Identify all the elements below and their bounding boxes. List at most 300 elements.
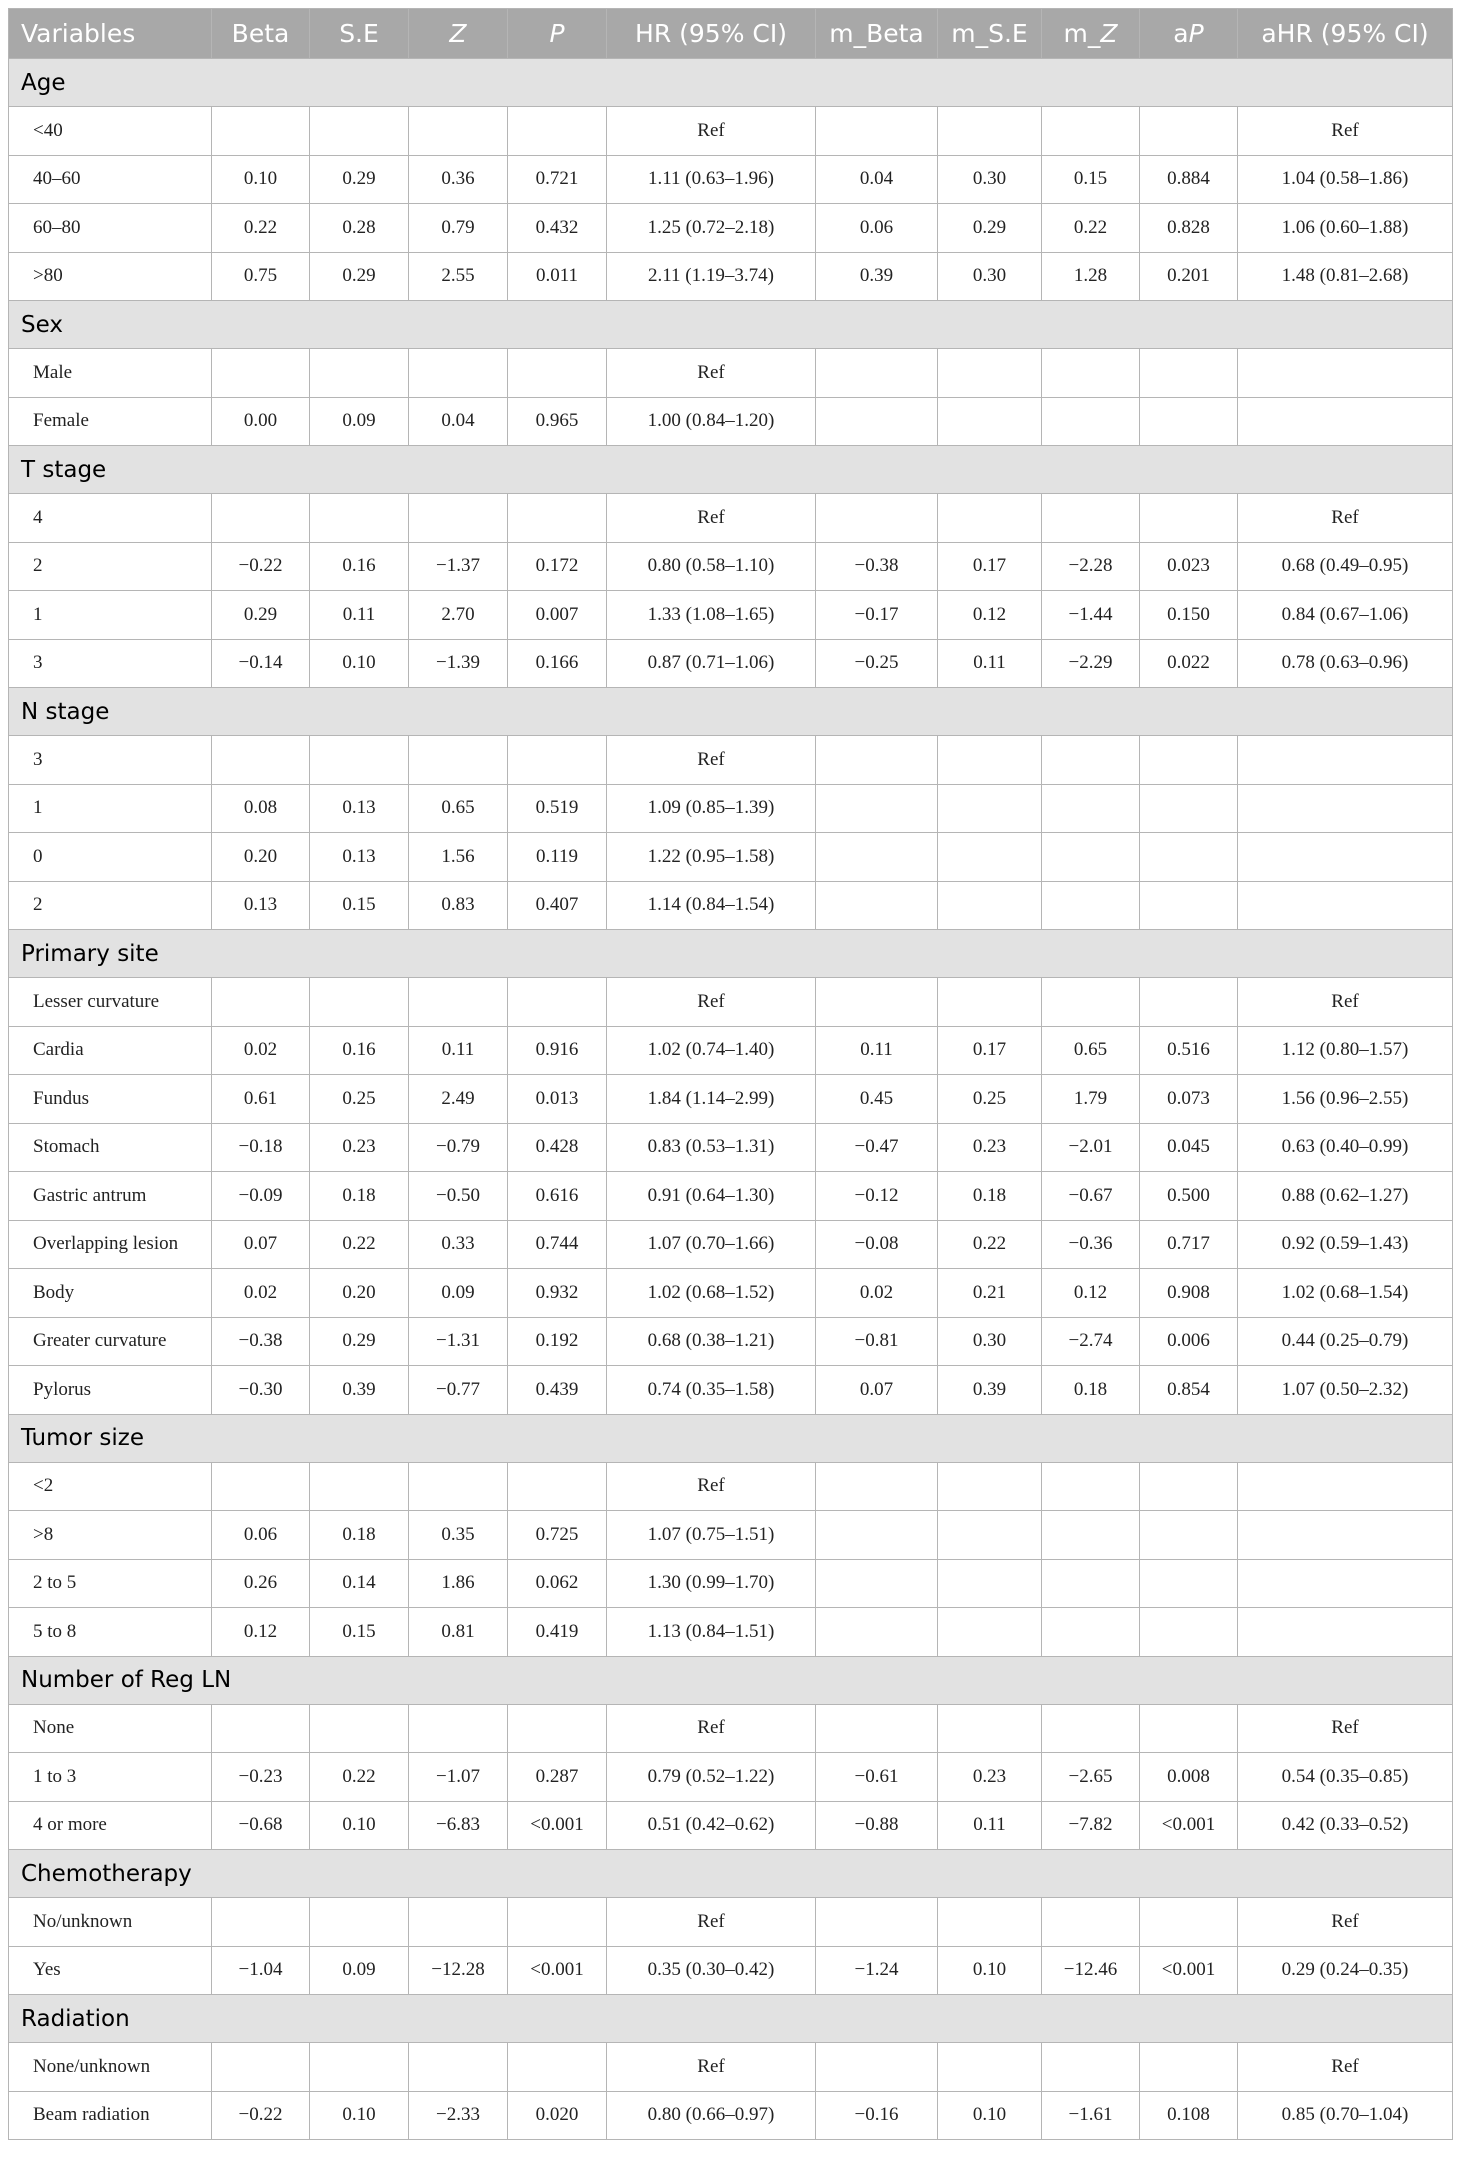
table-cell: 0.11 bbox=[310, 591, 409, 640]
group-label: Sex bbox=[9, 301, 1453, 349]
table-cell bbox=[409, 494, 508, 543]
table-row bbox=[9, 1559, 1453, 1608]
table-cell: −2.29 bbox=[1042, 639, 1140, 688]
table-cell: 0.25 bbox=[310, 1075, 409, 1124]
table-cell: −1.04 bbox=[212, 1946, 310, 1995]
table-cell bbox=[212, 1898, 310, 1947]
group-label: Age bbox=[9, 59, 1453, 107]
table-cell: 0.062 bbox=[508, 1559, 607, 1608]
table-cell: −0.68 bbox=[212, 1801, 310, 1850]
table-cell: −2.33 bbox=[409, 2091, 508, 2140]
table-cell bbox=[1238, 736, 1453, 785]
table-cell: −2.65 bbox=[1042, 1753, 1140, 1802]
table-cell: 0.965 bbox=[508, 397, 607, 446]
table-cell: −0.17 bbox=[816, 591, 938, 640]
table-cell bbox=[938, 881, 1042, 930]
table-cell bbox=[816, 1898, 938, 1947]
table-cell: 0.02 bbox=[816, 1269, 938, 1318]
table-cell: 0.22 bbox=[1042, 204, 1140, 253]
table-cell: 0.201 bbox=[1140, 252, 1238, 301]
table-cell: 0.92 (0.59–1.43) bbox=[1238, 1220, 1453, 1269]
table-cell: 0.87 (0.71–1.06) bbox=[607, 639, 816, 688]
table-cell: 1.48 (0.81–2.68) bbox=[1238, 252, 1453, 301]
table-cell: 2 bbox=[9, 881, 212, 930]
table-cell bbox=[816, 1704, 938, 1753]
table-cell bbox=[310, 978, 409, 1027]
table-cell: 0.09 bbox=[310, 397, 409, 446]
table-cell: Ref bbox=[1238, 107, 1453, 156]
table-cell bbox=[1238, 833, 1453, 882]
table-cell: 0.63 (0.40–0.99) bbox=[1238, 1123, 1453, 1172]
table-cell: 0.06 bbox=[212, 1511, 310, 1560]
table-cell bbox=[1042, 784, 1140, 833]
column-header-label: m_ bbox=[1063, 19, 1101, 48]
table-cell bbox=[938, 1511, 1042, 1560]
table-cell bbox=[508, 1462, 607, 1511]
table-cell: −0.38 bbox=[212, 1317, 310, 1366]
table-cell: 0.20 bbox=[310, 1269, 409, 1318]
table-cell: 0.16 bbox=[310, 1026, 409, 1075]
table-cell: 0.07 bbox=[816, 1366, 938, 1415]
table-cell: −2.01 bbox=[1042, 1123, 1140, 1172]
table-cell: 4 bbox=[9, 494, 212, 543]
table-row bbox=[9, 639, 1453, 688]
table-cell: 0.30 bbox=[938, 252, 1042, 301]
table-cell: −0.16 bbox=[816, 2091, 938, 2140]
table-cell: 0.12 bbox=[1042, 1269, 1140, 1318]
table-cell bbox=[212, 978, 310, 1027]
table-row bbox=[9, 494, 1453, 543]
table-cell: −2.28 bbox=[1042, 542, 1140, 591]
table-cell: 0.045 bbox=[1140, 1123, 1238, 1172]
table-cell: 1.07 (0.50–2.32) bbox=[1238, 1366, 1453, 1415]
table-cell bbox=[409, 978, 508, 1027]
table-cell: Ref bbox=[607, 1704, 816, 1753]
table-cell bbox=[938, 978, 1042, 1027]
table-row bbox=[9, 1511, 1453, 1560]
column-header bbox=[607, 9, 816, 59]
table-cell bbox=[409, 1704, 508, 1753]
table-cell: 0.39 bbox=[310, 1366, 409, 1415]
table-cell: 0.008 bbox=[1140, 1753, 1238, 1802]
table-cell bbox=[938, 1608, 1042, 1657]
column-header-label: HR (95% CI) bbox=[635, 19, 787, 48]
table-cell: 0.68 (0.38–1.21) bbox=[607, 1317, 816, 1366]
table-cell: −1.37 bbox=[409, 542, 508, 591]
column-header bbox=[9, 9, 212, 59]
table-cell: 0.07 bbox=[212, 1220, 310, 1269]
table-cell: 0.30 bbox=[938, 1317, 1042, 1366]
table-cell: 0.36 bbox=[409, 155, 508, 204]
table-cell: −1.31 bbox=[409, 1317, 508, 1366]
table-cell: −0.30 bbox=[212, 1366, 310, 1415]
table-cell: −7.82 bbox=[1042, 1801, 1140, 1850]
table-cell bbox=[1238, 784, 1453, 833]
column-header-italic: Z bbox=[449, 19, 467, 48]
table-cell: 0.68 (0.49–0.95) bbox=[1238, 542, 1453, 591]
column-header-label: m_S.E bbox=[951, 19, 1028, 48]
table-cell: 2.70 bbox=[409, 591, 508, 640]
table-header bbox=[9, 9, 1453, 59]
table-cell: Beam radiation bbox=[9, 2091, 212, 2140]
table-cell: 0.29 bbox=[310, 252, 409, 301]
table-cell bbox=[816, 397, 938, 446]
table-cell: 0.725 bbox=[508, 1511, 607, 1560]
table-cell: 0.00 bbox=[212, 397, 310, 446]
table-cell: 0.13 bbox=[212, 881, 310, 930]
table-cell: 0.22 bbox=[212, 204, 310, 253]
column-header-label: Variables bbox=[21, 19, 136, 48]
table-cell bbox=[1140, 736, 1238, 785]
table-cell: Ref bbox=[607, 978, 816, 1027]
table-cell: None/unknown bbox=[9, 2043, 212, 2092]
group-row bbox=[9, 688, 1453, 736]
table-cell bbox=[508, 349, 607, 398]
table-row bbox=[9, 1801, 1453, 1850]
table-cell: 0.884 bbox=[1140, 155, 1238, 204]
table-cell bbox=[310, 349, 409, 398]
table-cell: 0.91 (0.64–1.30) bbox=[607, 1172, 816, 1221]
table-cell: 0.42 (0.33–0.52) bbox=[1238, 1801, 1453, 1850]
table-body bbox=[9, 59, 1453, 2140]
table-cell bbox=[1042, 881, 1140, 930]
table-cell: −0.38 bbox=[816, 542, 938, 591]
table-cell: −0.67 bbox=[1042, 1172, 1140, 1221]
table-cell bbox=[508, 1704, 607, 1753]
table-cell: 0.29 (0.24–0.35) bbox=[1238, 1946, 1453, 1995]
table-cell: Fundus bbox=[9, 1075, 212, 1124]
table-cell bbox=[1140, 1608, 1238, 1657]
table-cell bbox=[816, 494, 938, 543]
table-cell: 0.29 bbox=[310, 155, 409, 204]
table-cell bbox=[310, 736, 409, 785]
table-cell: 1.22 (0.95–1.58) bbox=[607, 833, 816, 882]
table-cell: 0.23 bbox=[310, 1123, 409, 1172]
table-cell: 0.013 bbox=[508, 1075, 607, 1124]
group-label: T stage bbox=[9, 446, 1453, 494]
table-cell bbox=[938, 397, 1042, 446]
table-cell: 2 to 5 bbox=[9, 1559, 212, 1608]
table-cell: 0.023 bbox=[1140, 542, 1238, 591]
table-cell bbox=[816, 784, 938, 833]
table-cell: 0.29 bbox=[310, 1317, 409, 1366]
table-cell: 0.007 bbox=[508, 591, 607, 640]
table-cell bbox=[409, 1898, 508, 1947]
group-label: Tumor size bbox=[9, 1414, 1453, 1462]
table-cell bbox=[1042, 833, 1140, 882]
table-cell bbox=[1042, 107, 1140, 156]
table-cell bbox=[938, 1462, 1042, 1511]
column-header bbox=[938, 9, 1042, 59]
column-header bbox=[409, 9, 508, 59]
table-cell: 0.26 bbox=[212, 1559, 310, 1608]
table-cell: 0.11 bbox=[409, 1026, 508, 1075]
table-cell: Ref bbox=[607, 1462, 816, 1511]
table-cell: 4 or more bbox=[9, 1801, 212, 1850]
table-cell bbox=[409, 349, 508, 398]
table-cell bbox=[409, 736, 508, 785]
table-cell: 0.407 bbox=[508, 881, 607, 930]
table-cell bbox=[409, 2043, 508, 2092]
table-cell: 0.119 bbox=[508, 833, 607, 882]
group-row bbox=[9, 301, 1453, 349]
table-cell: 2.49 bbox=[409, 1075, 508, 1124]
table-cell: 0.12 bbox=[212, 1608, 310, 1657]
table-cell: 0.11 bbox=[816, 1026, 938, 1075]
table-cell: Ref bbox=[607, 107, 816, 156]
table-row bbox=[9, 1075, 1453, 1124]
table-cell: 0.35 (0.30–0.42) bbox=[607, 1946, 816, 1995]
table-row bbox=[9, 349, 1453, 398]
table-cell: 1.09 (0.85–1.39) bbox=[607, 784, 816, 833]
table-cell: 0.65 bbox=[409, 784, 508, 833]
table-cell: 1.02 (0.74–1.40) bbox=[607, 1026, 816, 1075]
table-cell: 0 bbox=[9, 833, 212, 882]
table-cell: 0.17 bbox=[938, 542, 1042, 591]
table-cell: 0.744 bbox=[508, 1220, 607, 1269]
table-cell: 0.10 bbox=[310, 2091, 409, 2140]
table-row bbox=[9, 1026, 1453, 1075]
table-cell: 0.18 bbox=[310, 1511, 409, 1560]
table-row bbox=[9, 2043, 1453, 2092]
table-row bbox=[9, 881, 1453, 930]
group-row bbox=[9, 930, 1453, 978]
table-cell bbox=[1238, 1511, 1453, 1560]
table-cell: 0.81 bbox=[409, 1608, 508, 1657]
table-cell bbox=[816, 1511, 938, 1560]
group-row bbox=[9, 59, 1453, 107]
table-cell: 0.23 bbox=[938, 1123, 1042, 1172]
table-cell bbox=[1042, 349, 1140, 398]
table-cell bbox=[816, 1462, 938, 1511]
table-cell: 0.29 bbox=[212, 591, 310, 640]
table-row bbox=[9, 1220, 1453, 1269]
table-cell bbox=[816, 2043, 938, 2092]
table-cell: 2.55 bbox=[409, 252, 508, 301]
column-header bbox=[1140, 9, 1238, 59]
group-label: Primary site bbox=[9, 930, 1453, 978]
table-cell: 0.717 bbox=[1140, 1220, 1238, 1269]
table-cell: 0.15 bbox=[310, 1608, 409, 1657]
table-cell: 0.828 bbox=[1140, 204, 1238, 253]
table-cell: 0.45 bbox=[816, 1075, 938, 1124]
table-cell: Ref bbox=[607, 736, 816, 785]
table-cell: <40 bbox=[9, 107, 212, 156]
table-cell: 0.09 bbox=[409, 1269, 508, 1318]
table-cell: 0.006 bbox=[1140, 1317, 1238, 1366]
table-cell: Overlapping lesion bbox=[9, 1220, 212, 1269]
table-cell: 0.108 bbox=[1140, 2091, 1238, 2140]
group-label: Radiation bbox=[9, 1995, 1453, 2043]
table-cell: −0.47 bbox=[816, 1123, 938, 1172]
table-cell bbox=[1042, 978, 1140, 1027]
column-header-label: m_Beta bbox=[829, 19, 924, 48]
table-cell: 1.04 (0.58–1.86) bbox=[1238, 155, 1453, 204]
table-cell: 60–80 bbox=[9, 204, 212, 253]
table-cell: 0.192 bbox=[508, 1317, 607, 1366]
column-header-italic: P bbox=[549, 19, 565, 48]
table-cell: 0.44 (0.25–0.79) bbox=[1238, 1317, 1453, 1366]
table-cell: 0.06 bbox=[816, 204, 938, 253]
table-cell: −0.81 bbox=[816, 1317, 938, 1366]
table-cell: 0.13 bbox=[310, 833, 409, 882]
table-cell: 0.80 (0.66–0.97) bbox=[607, 2091, 816, 2140]
table-cell: 0.11 bbox=[938, 1801, 1042, 1850]
table-cell bbox=[310, 1898, 409, 1947]
table-cell: 0.500 bbox=[1140, 1172, 1238, 1221]
table-cell: >80 bbox=[9, 252, 212, 301]
table-cell: 0.04 bbox=[409, 397, 508, 446]
group-row bbox=[9, 1995, 1453, 2043]
table-cell: −0.09 bbox=[212, 1172, 310, 1221]
table-cell bbox=[212, 107, 310, 156]
table-cell: Male bbox=[9, 349, 212, 398]
table-cell: 0.23 bbox=[938, 1753, 1042, 1802]
table-cell bbox=[816, 349, 938, 398]
table-cell: Ref bbox=[607, 349, 816, 398]
table-cell: 3 bbox=[9, 639, 212, 688]
table-cell bbox=[938, 349, 1042, 398]
table-cell: 0.02 bbox=[212, 1026, 310, 1075]
table-cell: 0.65 bbox=[1042, 1026, 1140, 1075]
table-cell: Ref bbox=[1238, 494, 1453, 543]
header-row bbox=[9, 9, 1453, 59]
table-cell: 1.11 (0.63–1.96) bbox=[607, 155, 816, 204]
table-cell bbox=[212, 1704, 310, 1753]
table-cell bbox=[1042, 1462, 1140, 1511]
table-row bbox=[9, 1946, 1453, 1995]
table-cell: −12.46 bbox=[1042, 1946, 1140, 1995]
table-cell bbox=[1238, 397, 1453, 446]
table-cell bbox=[1042, 1559, 1140, 1608]
table-cell: Ref bbox=[1238, 1898, 1453, 1947]
table-cell: −0.50 bbox=[409, 1172, 508, 1221]
table-cell: 0.22 bbox=[310, 1220, 409, 1269]
table-cell bbox=[1042, 397, 1140, 446]
table-cell bbox=[1238, 881, 1453, 930]
table-cell: 1 bbox=[9, 784, 212, 833]
table-cell bbox=[508, 107, 607, 156]
table-cell bbox=[310, 107, 409, 156]
table-cell bbox=[1140, 1704, 1238, 1753]
group-row bbox=[9, 446, 1453, 494]
table-cell bbox=[1140, 1898, 1238, 1947]
table-cell: 0.61 bbox=[212, 1075, 310, 1124]
column-header bbox=[508, 9, 607, 59]
table-cell bbox=[508, 978, 607, 1027]
table-cell: 0.09 bbox=[310, 1946, 409, 1995]
table-cell: 0.10 bbox=[938, 2091, 1042, 2140]
table-cell bbox=[1042, 1511, 1140, 1560]
table-cell: Cardia bbox=[9, 1026, 212, 1075]
table-cell: 0.12 bbox=[938, 591, 1042, 640]
table-cell: −6.83 bbox=[409, 1801, 508, 1850]
table-cell: Stomach bbox=[9, 1123, 212, 1172]
table-row bbox=[9, 1123, 1453, 1172]
table-cell: Lesser curvature bbox=[9, 978, 212, 1027]
table-cell bbox=[1140, 1511, 1238, 1560]
table-cell: 1.25 (0.72–2.18) bbox=[607, 204, 816, 253]
table-cell bbox=[1140, 1462, 1238, 1511]
table-cell: 2.11 (1.19–3.74) bbox=[607, 252, 816, 301]
table-cell: −1.07 bbox=[409, 1753, 508, 1802]
table-cell bbox=[212, 349, 310, 398]
table-cell: 0.432 bbox=[508, 204, 607, 253]
table-cell: <2 bbox=[9, 1462, 212, 1511]
table-cell bbox=[1140, 978, 1238, 1027]
table-cell: Ref bbox=[1238, 2043, 1453, 2092]
table-cell bbox=[816, 881, 938, 930]
table-cell: 0.29 bbox=[938, 204, 1042, 253]
table-cell: 40–60 bbox=[9, 155, 212, 204]
group-row bbox=[9, 1850, 1453, 1898]
table-cell: Ref bbox=[607, 1898, 816, 1947]
table-cell: 0.166 bbox=[508, 639, 607, 688]
table-cell: 0.25 bbox=[938, 1075, 1042, 1124]
table-cell: 0.30 bbox=[938, 155, 1042, 204]
table-row bbox=[9, 591, 1453, 640]
table-cell: 0.83 bbox=[409, 881, 508, 930]
table-cell: −12.28 bbox=[409, 1946, 508, 1995]
table-cell bbox=[1140, 1559, 1238, 1608]
table-cell: 0.519 bbox=[508, 784, 607, 833]
table-row bbox=[9, 1608, 1453, 1657]
table-cell: 0.287 bbox=[508, 1753, 607, 1802]
table-cell bbox=[1238, 1462, 1453, 1511]
table-cell bbox=[212, 736, 310, 785]
table-cell: 1.33 (1.08–1.65) bbox=[607, 591, 816, 640]
table-cell bbox=[508, 2043, 607, 2092]
table-row bbox=[9, 107, 1453, 156]
table-cell: Yes bbox=[9, 1946, 212, 1995]
table-cell: 1.02 (0.68–1.52) bbox=[607, 1269, 816, 1318]
table-cell bbox=[1140, 833, 1238, 882]
table-cell: 5 to 8 bbox=[9, 1608, 212, 1657]
table-cell: None bbox=[9, 1704, 212, 1753]
table-cell: 1.06 (0.60–1.88) bbox=[1238, 204, 1453, 253]
table-cell: 0.15 bbox=[1042, 155, 1140, 204]
table-cell bbox=[938, 107, 1042, 156]
table-row bbox=[9, 1898, 1453, 1947]
table-cell: 0.83 (0.53–1.31) bbox=[607, 1123, 816, 1172]
table-cell: 0.18 bbox=[938, 1172, 1042, 1221]
table-cell: 0.616 bbox=[508, 1172, 607, 1221]
table-cell: 0.02 bbox=[212, 1269, 310, 1318]
table-cell: 0.10 bbox=[310, 1801, 409, 1850]
group-label: N stage bbox=[9, 688, 1453, 736]
table-cell bbox=[816, 1608, 938, 1657]
table-cell: −0.18 bbox=[212, 1123, 310, 1172]
table-cell: 0.908 bbox=[1140, 1269, 1238, 1318]
table-cell: 0.33 bbox=[409, 1220, 508, 1269]
table-cell: 0.439 bbox=[508, 1366, 607, 1415]
table-cell: −0.36 bbox=[1042, 1220, 1140, 1269]
table-cell: 1.07 (0.70–1.66) bbox=[607, 1220, 816, 1269]
table-row bbox=[9, 2091, 1453, 2140]
column-header-label: a bbox=[1173, 19, 1189, 48]
table-cell: 0.39 bbox=[816, 252, 938, 301]
table-row bbox=[9, 784, 1453, 833]
table-cell bbox=[816, 736, 938, 785]
table-cell bbox=[1140, 494, 1238, 543]
table-cell bbox=[1140, 397, 1238, 446]
table-cell: 0.10 bbox=[212, 155, 310, 204]
table-cell bbox=[508, 736, 607, 785]
table-cell: 0.428 bbox=[508, 1123, 607, 1172]
table-cell bbox=[1042, 1608, 1140, 1657]
table-cell: 0.516 bbox=[1140, 1026, 1238, 1075]
table-cell: −1.44 bbox=[1042, 591, 1140, 640]
